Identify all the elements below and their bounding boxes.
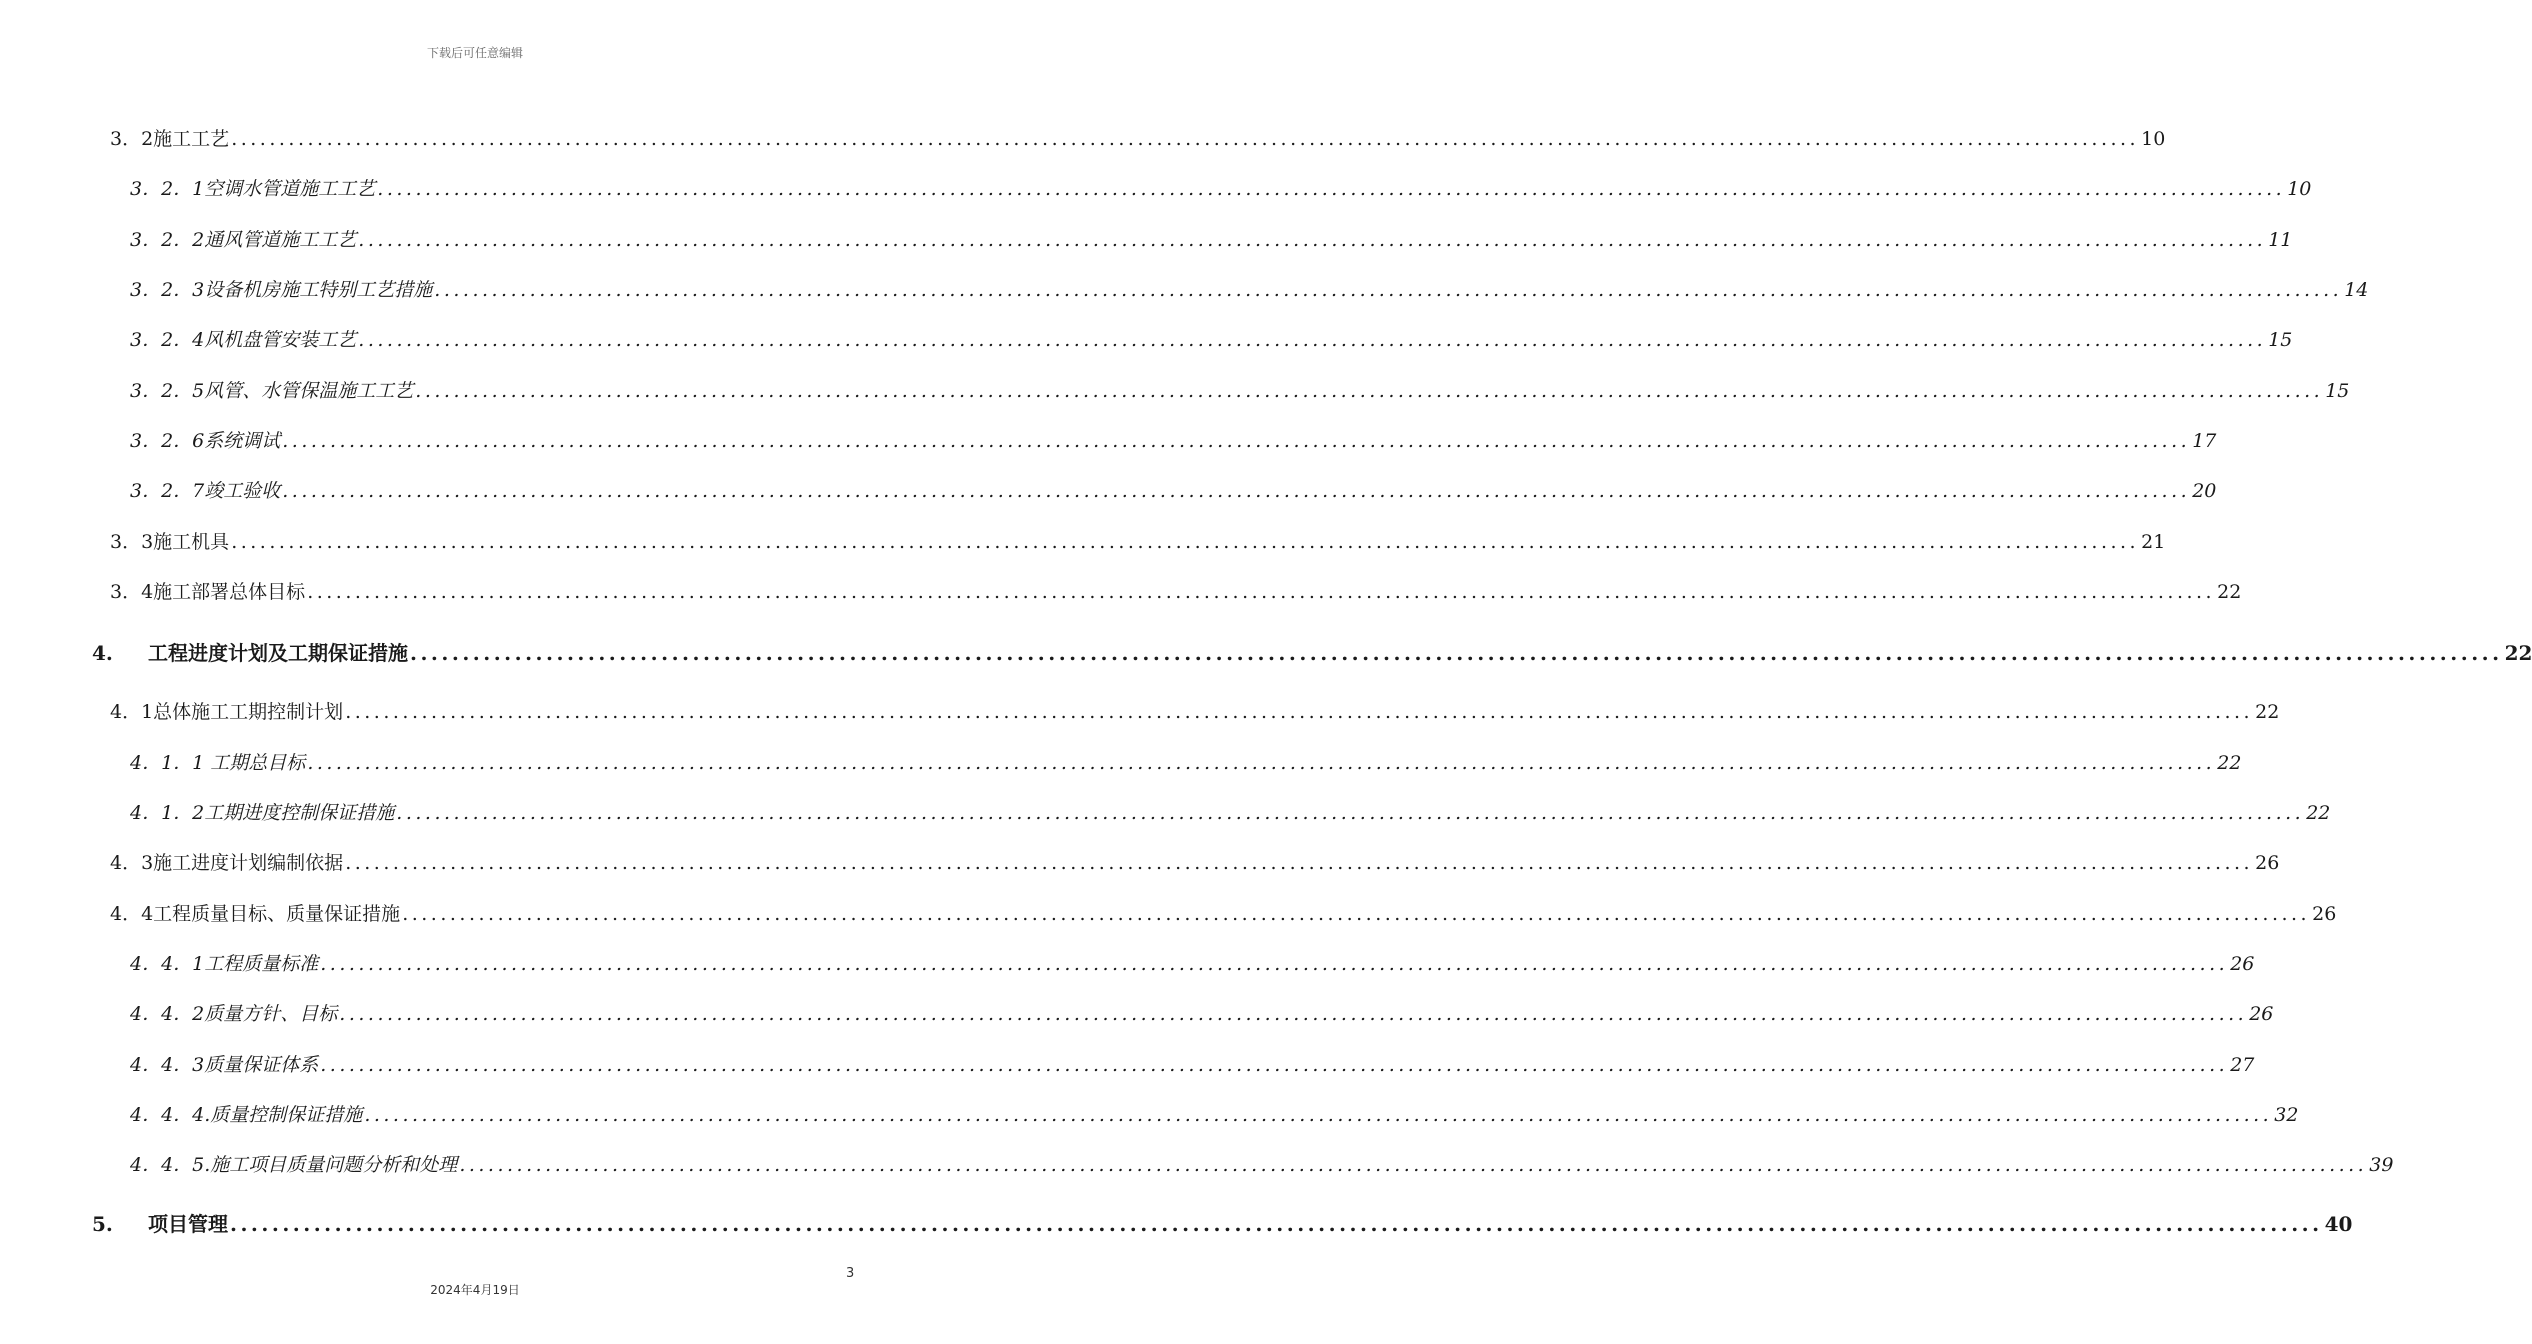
toc-entry-label: 3．2．1空调水管道施工工艺 [130, 178, 376, 200]
toc-leader-dots: ........................................................................................................................................................................................................ [364, 1104, 2273, 1126]
toc-page-number: 39 [2369, 1154, 2394, 1176]
toc-page-number: 15 [2325, 380, 2350, 402]
toc-leader-dots: ........................................................................................................................................................................................................ [231, 128, 2140, 150]
toc-entry-label: 3．2．7竣工验收 [130, 480, 281, 502]
toc-entry-label: 3．3施工机具 [110, 531, 230, 553]
toc-page-number: 22 [2255, 701, 2280, 723]
toc-entry[interactable] [130, 949, 2255, 979]
toc-leader-dots: ........................................................................................................................................................................................................ [231, 531, 2140, 553]
toc-entry[interactable] [110, 697, 2280, 727]
toc-leader-dots: ........................................................................................................................................................................................................ [282, 430, 2191, 452]
toc-page-number: 32 [2274, 1104, 2299, 1126]
toc-entry-label: 4．4工程质量目标、质量保证措施 [110, 903, 401, 925]
toc-entry-label: 3．2．3设备机房施工特别工艺措施 [130, 279, 433, 301]
toc-page-number: 26 [2312, 903, 2337, 925]
toc-leader-dots: ........................................................................................................................................................................................................ [358, 329, 2267, 351]
toc-leader-dots: ........................................................................................................................................................................................................ [282, 480, 2191, 502]
toc-entry[interactable] [130, 275, 2369, 305]
toc-entry-label [92, 1209, 228, 1239]
toc-page-number: 26 [2230, 953, 2255, 975]
page-header: 下载后可任意编辑 [426, 46, 523, 60]
toc-entry[interactable] [110, 899, 2337, 929]
page-number: 3 [846, 1266, 855, 1281]
toc-page-number: 26 [2255, 852, 2280, 874]
toc-leader-dots: ........................................................................................................................................................................................................ [410, 641, 2503, 665]
toc-page-number: 27 [2230, 1054, 2255, 1076]
toc-page-number: 22 [2217, 581, 2242, 603]
toc-page-number: 17 [2192, 430, 2217, 452]
toc-entry[interactable] [110, 848, 2280, 878]
toc-leader-dots: ........................................................................................................................................................................................................ [434, 279, 2343, 301]
toc-entry[interactable] [130, 174, 2312, 204]
toc-leader-dots: ........................................................................................................................................................................................................ [339, 1003, 2248, 1025]
toc-entry[interactable] [130, 1050, 2255, 1080]
toc-page-number: 21 [2141, 531, 2166, 553]
toc-page-number: 14 [2344, 279, 2369, 301]
toc-entry[interactable] [130, 225, 2293, 255]
toc-entry[interactable] [110, 527, 2166, 557]
toc-entry-label: 4．4．2质量方针、目标 [130, 1003, 338, 1025]
toc-page-number: 20 [2192, 480, 2217, 502]
toc-entry[interactable] [92, 638, 2532, 668]
toc-entry[interactable] [130, 999, 2274, 1029]
toc-leader-dots: ........................................................................................................................................................................................................ [230, 1212, 2323, 1236]
toc-leader-dots: ........................................................................................................................................................................................................ [402, 903, 2311, 925]
toc-leader-dots: ........................................................................................................................................................................................................ [377, 178, 2286, 200]
toc-leader-dots: ........................................................................................................................................................................................................ [320, 1054, 2229, 1076]
toc-page-number: 10 [2141, 128, 2166, 150]
toc-entry-label: 3．2施工工艺 [110, 128, 230, 150]
toc-entry[interactable] [130, 748, 2242, 778]
toc-section-title: 工程进度计划及工期保证措施 [148, 641, 408, 665]
toc-entry-label: 4．4．5.施工项目质量问题分析和处理 [130, 1154, 458, 1176]
toc-entry[interactable] [130, 376, 2350, 406]
toc-page-number: 15 [2268, 329, 2293, 351]
toc-entry-label: 4．4．3质量保证体系 [130, 1054, 319, 1076]
toc-entry[interactable] [130, 476, 2217, 506]
toc-page-number: 26 [2249, 1003, 2274, 1025]
toc-leader-dots: ........................................................................................................................................................................................................ [320, 953, 2229, 975]
toc-entry-label: 4．1．2工期进度控制保证措施 [130, 802, 395, 824]
toc-page-number: 10 [2287, 178, 2312, 200]
toc-entry-label: 3．4施工部署总体目标 [110, 581, 306, 603]
toc-leader-dots: ........................................................................................................................................................................................................ [396, 802, 2305, 824]
toc-entry[interactable] [130, 798, 2331, 828]
toc-leader-dots: ........................................................................................................................................................................................................ [358, 229, 2267, 251]
toc-entry[interactable] [130, 325, 2293, 355]
toc-entry-label: 3．2．5风管、水管保温施工工艺 [130, 380, 414, 402]
toc-section-title: 项目管理 [148, 1212, 228, 1236]
toc-entry[interactable] [130, 1100, 2299, 1130]
toc-entry[interactable] [130, 426, 2217, 456]
toc-page-number: 22 [2504, 641, 2532, 665]
toc-entry[interactable] [110, 124, 2166, 154]
toc-leader-dots: ........................................................................................................................................................................................................ [345, 852, 2254, 874]
toc-entry-label: 4．1．1 工期总目标 [130, 752, 306, 774]
toc-page-number: 40 [2324, 1212, 2353, 1236]
toc-entry[interactable] [92, 1209, 2353, 1239]
page-footer-date: 2024年4月19日 [430, 1283, 520, 1297]
toc-page-number: 11 [2268, 229, 2293, 251]
toc-entry-label: 3．2．6系统调试 [130, 430, 281, 452]
toc-page-number: 22 [2217, 752, 2242, 774]
toc-entry-label: 4．3施工进度计划编制依据 [110, 852, 344, 874]
toc-entry-label: 3．2．2通风管道施工工艺 [130, 229, 357, 251]
toc-entry-label: 3．2．4风机盘管安装工艺 [130, 329, 357, 351]
toc-leader-dots: ........................................................................................................................................................................................................ [307, 581, 2216, 603]
toc-entry-label: 4．4．4.质量控制保证措施 [130, 1104, 363, 1126]
toc-section-number: 5. [92, 1212, 113, 1236]
toc-leader-dots: ........................................................................................................................................................................................................ [459, 1154, 2368, 1176]
toc-leader-dots: ........................................................................................................................................................................................................ [307, 752, 2216, 774]
toc-entry-label: 4．4．1工程质量标准 [130, 953, 319, 975]
toc-entry[interactable] [110, 577, 2242, 607]
toc-entry[interactable] [130, 1150, 2394, 1180]
toc-page-number: 22 [2306, 802, 2331, 824]
toc-leader-dots: ........................................................................................................................................................................................................ [415, 380, 2324, 402]
toc-leader-dots: ........................................................................................................................................................................................................ [345, 701, 2254, 723]
toc-entry-label [92, 638, 408, 668]
toc-entry-label: 4．1总体施工工期控制计划 [110, 701, 344, 723]
toc-section-number: 4. [92, 641, 113, 665]
